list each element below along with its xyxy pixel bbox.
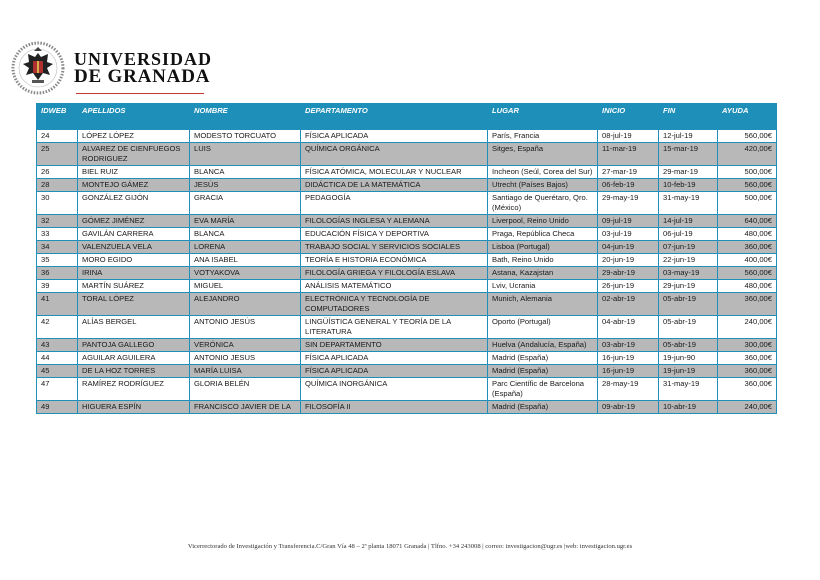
cell-nombre: LORENA xyxy=(190,241,301,254)
cell-apellidos: TORAL LÓPEZ xyxy=(78,293,190,316)
cell-idweb: 42 xyxy=(37,316,78,339)
cell-fin: 19-jun-90 xyxy=(659,352,718,365)
table-header-row xyxy=(37,104,777,130)
cell-fin: 07-jun-19 xyxy=(659,241,718,254)
cell-lugar: Huelva (Andalucía, España) xyxy=(488,339,598,352)
col-header-lugar: LUGAR xyxy=(488,104,598,130)
cell-idweb: 39 xyxy=(37,280,78,293)
cell-apellidos: DE LA HOZ TORRES xyxy=(78,365,190,378)
cell-nombre: GLORIA BELÉN xyxy=(190,378,301,401)
cell-fin: 29-jun-19 xyxy=(659,280,718,293)
cell-apellidos: ALVAREZ DE CIENFUEGOS RODRIGUEZ xyxy=(78,143,190,166)
grants-table xyxy=(36,103,777,414)
cell-departamento: LINGÜÍSTICA GENERAL Y TEORÍA DE LA LITERATURA xyxy=(301,316,488,339)
cell-nombre: BLANCA xyxy=(190,228,301,241)
cell-ayuda: 480,00€ xyxy=(718,280,777,293)
table-row xyxy=(37,401,777,414)
university-name xyxy=(74,50,212,86)
cell-departamento: FILOSOFÍA II xyxy=(301,401,488,414)
cell-ayuda: 360,00€ xyxy=(718,352,777,365)
cell-inicio: 02-abr-19 xyxy=(598,293,659,316)
table-row xyxy=(37,378,777,401)
cell-nombre: LUIS xyxy=(190,143,301,166)
cell-inicio: 04-jun-19 xyxy=(598,241,659,254)
table-body xyxy=(37,130,777,414)
cell-ayuda: 240,00€ xyxy=(718,316,777,339)
table-row xyxy=(37,293,777,316)
cell-ayuda: 560,00€ xyxy=(718,130,777,143)
cell-nombre: BLANCA xyxy=(190,166,301,179)
cell-lugar: Bath, Reino Unido xyxy=(488,254,598,267)
cell-fin: 31-may-19 xyxy=(659,378,718,401)
col-header-ayuda: AYUDA xyxy=(718,104,777,130)
cell-inicio: 08-jul-19 xyxy=(598,130,659,143)
col-header-idweb: IDWEB xyxy=(37,104,78,130)
table-row xyxy=(37,228,777,241)
col-header-inicio: INICIO xyxy=(598,104,659,130)
cell-departamento: EDUCACIÓN FÍSICA Y DEPORTIVA xyxy=(301,228,488,241)
cell-nombre: EVA MARÍA xyxy=(190,215,301,228)
cell-ayuda: 500,00€ xyxy=(718,192,777,215)
cell-apellidos: MORO EGIDO xyxy=(78,254,190,267)
cell-fin: 05-abr-19 xyxy=(659,339,718,352)
cell-idweb: 45 xyxy=(37,365,78,378)
cell-departamento: TEORÍA E HISTORIA ECONÓMICA xyxy=(301,254,488,267)
cell-idweb: 41 xyxy=(37,293,78,316)
cell-lugar: Lviv, Ucrania xyxy=(488,280,598,293)
cell-fin: 19-jun-19 xyxy=(659,365,718,378)
table-row xyxy=(37,192,777,215)
cell-ayuda: 400,00€ xyxy=(718,254,777,267)
cell-idweb: 36 xyxy=(37,267,78,280)
cell-departamento: DIDÁCTICA DE LA MATEMÁTICA xyxy=(301,179,488,192)
cell-nombre: MIGUEL xyxy=(190,280,301,293)
page-footer: Vicerrectorado de Investigación y Transferencia.C/Gran Vía 48 – 2ª planta 18071 Granada | Tlfno. +34 243008 | correo: investigacion@ugr.es |web: investigacion.ugr.es xyxy=(187,543,633,550)
cell-inicio: 29-may-19 xyxy=(598,192,659,215)
cell-departamento: QUÍMICA INORGÁNICA xyxy=(301,378,488,401)
cell-departamento: SIN DEPARTAMENTO xyxy=(301,339,488,352)
cell-nombre: ANA ISABEL xyxy=(190,254,301,267)
cell-inicio: 26-jun-19 xyxy=(598,280,659,293)
cell-fin: 03-may-19 xyxy=(659,267,718,280)
cell-apellidos: GONZÁLEZ GIJÓN xyxy=(78,192,190,215)
cell-apellidos: LÓPEZ LÓPEZ xyxy=(78,130,190,143)
cell-inicio: 29-abr-19 xyxy=(598,267,659,280)
cell-lugar: Oporto (Portugal) xyxy=(488,316,598,339)
cell-inicio: 28-may-19 xyxy=(598,378,659,401)
cell-departamento: ELECTRÓNICA Y TECNOLOGÍA DE COMPUTADORES xyxy=(301,293,488,316)
cell-inicio: 06-feb-19 xyxy=(598,179,659,192)
table-row xyxy=(37,339,777,352)
cell-apellidos: AGUILAR AGUILERA xyxy=(78,352,190,365)
cell-ayuda: 560,00€ xyxy=(718,267,777,280)
cell-apellidos: RAMÍREZ RODRÍGUEZ xyxy=(78,378,190,401)
cell-idweb: 33 xyxy=(37,228,78,241)
cell-fin: 31-may-19 xyxy=(659,192,718,215)
cell-idweb: 34 xyxy=(37,241,78,254)
cell-lugar: Santiago de Querétaro, Qro. (México) xyxy=(488,192,598,215)
cell-departamento: FÍSICA ATÓMICA, MOLECULAR Y NUCLEAR xyxy=(301,166,488,179)
cell-idweb: 43 xyxy=(37,339,78,352)
cell-departamento: FÍSICA APLICADA xyxy=(301,365,488,378)
cell-departamento: QUÍMICA ORGÁNICA xyxy=(301,143,488,166)
cell-lugar: Munich, Alemania xyxy=(488,293,598,316)
cell-idweb: 49 xyxy=(37,401,78,414)
cell-nombre: VERÓNICA xyxy=(190,339,301,352)
cell-apellidos: GAVILÁN CARRERA xyxy=(78,228,190,241)
cell-lugar: Parc Científic de Barcelona (España) xyxy=(488,378,598,401)
cell-inicio: 03-abr-19 xyxy=(598,339,659,352)
cell-lugar: Sitges, España xyxy=(488,143,598,166)
cell-lugar: Madrid (España) xyxy=(488,401,598,414)
cell-apellidos: BIEL RUIZ xyxy=(78,166,190,179)
cell-ayuda: 360,00€ xyxy=(718,293,777,316)
cell-idweb: 47 xyxy=(37,378,78,401)
col-header-nombre: NOMBRE xyxy=(190,104,301,130)
cell-ayuda: 240,00€ xyxy=(718,401,777,414)
cell-apellidos: VALENZUELA VELA xyxy=(78,241,190,254)
cell-nombre: MODESTO TORCUATO xyxy=(190,130,301,143)
cell-departamento: FÍSICA APLICADA xyxy=(301,130,488,143)
cell-apellidos: IRINA xyxy=(78,267,190,280)
cell-idweb: 32 xyxy=(37,215,78,228)
cell-lugar: Liverpool, Reino Unido xyxy=(488,215,598,228)
cell-nombre: MARÍA LUISA xyxy=(190,365,301,378)
cell-fin: 14-jul-19 xyxy=(659,215,718,228)
cell-inicio: 09-jul-19 xyxy=(598,215,659,228)
cell-nombre: GRACIA xyxy=(190,192,301,215)
cell-lugar: Incheon (Seúl, Corea del Sur) xyxy=(488,166,598,179)
cell-nombre: FRANCISCO JAVIER DE LA xyxy=(190,401,301,414)
cell-fin: 22-jun-19 xyxy=(659,254,718,267)
cell-ayuda: 360,00€ xyxy=(718,378,777,401)
cell-lugar: Madrid (España) xyxy=(488,365,598,378)
cell-idweb: 26 xyxy=(37,166,78,179)
table-row xyxy=(37,365,777,378)
cell-nombre: VOTYAKOVA xyxy=(190,267,301,280)
cell-inicio: 03-jul-19 xyxy=(598,228,659,241)
cell-departamento: FILOLOGÍA GRIEGA Y FILOLOGÍA ESLAVA xyxy=(301,267,488,280)
cell-idweb: 44 xyxy=(37,352,78,365)
table-row xyxy=(37,215,777,228)
cell-fin: 06-jul-19 xyxy=(659,228,718,241)
cell-idweb: 30 xyxy=(37,192,78,215)
cell-apellidos: ALÍAS BERGEL xyxy=(78,316,190,339)
col-header-departamento: DEPARTAMENTO xyxy=(301,104,488,130)
table-row xyxy=(37,166,777,179)
cell-ayuda: 500,00€ xyxy=(718,166,777,179)
cell-idweb: 24 xyxy=(37,130,78,143)
table-row xyxy=(37,254,777,267)
table-row xyxy=(37,316,777,339)
university-seal-icon xyxy=(10,40,68,96)
cell-fin: 05-abr-19 xyxy=(659,316,718,339)
cell-apellidos: HIGUERA ESPÍN xyxy=(78,401,190,414)
cell-departamento: ANÁLISIS MATEMÁTICO xyxy=(301,280,488,293)
cell-inicio: 11-mar-19 xyxy=(598,143,659,166)
cell-fin: 15-mar-19 xyxy=(659,143,718,166)
cell-nombre: ANTONIO JESUS xyxy=(190,352,301,365)
university-name-line1: UNIVERSIDAD xyxy=(74,49,213,69)
university-name-line2: DE GRANADA xyxy=(74,66,211,87)
cell-apellidos: MARTÍN SUÁREZ xyxy=(78,280,190,293)
cell-departamento: TRABAJO SOCIAL Y SERVICIOS SOCIALES xyxy=(301,241,488,254)
table-row xyxy=(37,352,777,365)
cell-lugar: Astana, Kazajstan xyxy=(488,267,598,280)
cell-ayuda: 420,00€ xyxy=(718,143,777,166)
cell-ayuda: 560,00€ xyxy=(718,179,777,192)
cell-inicio: 09-abr-19 xyxy=(598,401,659,414)
cell-departamento: FILOLOGÍAS INGLESA Y ALEMANA xyxy=(301,215,488,228)
cell-nombre: JESÚS xyxy=(190,179,301,192)
cell-apellidos: PANTOJA GALLEGO xyxy=(78,339,190,352)
cell-departamento: PEDAGOGÍA xyxy=(301,192,488,215)
cell-inicio: 16-jun-19 xyxy=(598,365,659,378)
cell-ayuda: 300,00€ xyxy=(718,339,777,352)
cell-idweb: 35 xyxy=(37,254,78,267)
cell-fin: 12-jul-19 xyxy=(659,130,718,143)
cell-apellidos: MONTEJO GÁMEZ xyxy=(78,179,190,192)
cell-ayuda: 360,00€ xyxy=(718,241,777,254)
cell-departamento: FÍSICA APLICADA xyxy=(301,352,488,365)
cell-inicio: 27-mar-19 xyxy=(598,166,659,179)
table-row xyxy=(37,179,777,192)
table-row xyxy=(37,130,777,143)
cell-inicio: 16-jun-19 xyxy=(598,352,659,365)
cell-idweb: 28 xyxy=(37,179,78,192)
university-logo xyxy=(10,40,213,96)
cell-ayuda: 360,00€ xyxy=(718,365,777,378)
cell-fin: 10-abr-19 xyxy=(659,401,718,414)
cell-nombre: ALEJANDRO xyxy=(190,293,301,316)
col-header-fin: FIN xyxy=(659,104,718,130)
table-row xyxy=(37,241,777,254)
table-row xyxy=(37,143,777,166)
logo-underline xyxy=(76,93,204,94)
cell-inicio: 20-jun-19 xyxy=(598,254,659,267)
cell-fin: 10-feb-19 xyxy=(659,179,718,192)
cell-inicio: 04-abr-19 xyxy=(598,316,659,339)
cell-lugar: Praga, República Checa xyxy=(488,228,598,241)
cell-lugar: Lisboa (Portugal) xyxy=(488,241,598,254)
cell-apellidos: GÓMEZ JIMÉNEZ xyxy=(78,215,190,228)
cell-lugar: París, Francia xyxy=(488,130,598,143)
cell-fin: 29-mar-19 xyxy=(659,166,718,179)
col-header-apellidos: APELLIDOS xyxy=(78,104,190,130)
cell-lugar: Utrecht (Países Bajos) xyxy=(488,179,598,192)
cell-ayuda: 480,00€ xyxy=(718,228,777,241)
cell-lugar: Madrid (España) xyxy=(488,352,598,365)
cell-idweb: 25 xyxy=(37,143,78,166)
cell-nombre: ANTONIO JESÚS xyxy=(190,316,301,339)
cell-fin: 05-abr-19 xyxy=(659,293,718,316)
table-row xyxy=(37,267,777,280)
cell-ayuda: 640,00€ xyxy=(718,215,777,228)
table-row xyxy=(37,280,777,293)
